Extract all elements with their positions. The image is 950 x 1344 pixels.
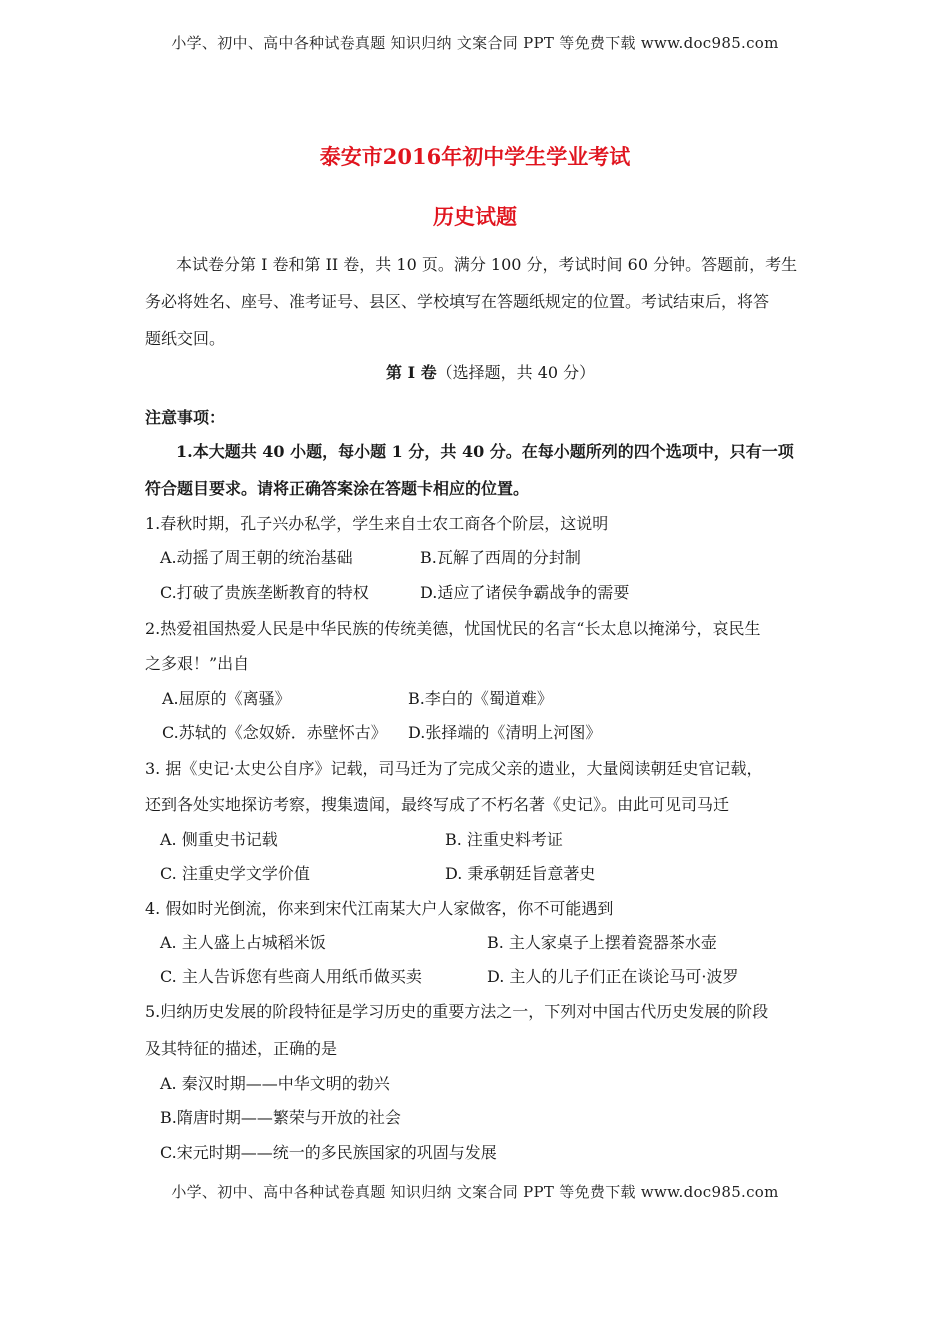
exam-subject: 历史试题 (433, 204, 517, 229)
question-4-option-b: B. 主人家桌子上摆着瓷器茶水壶 (487, 933, 717, 952)
exam-title: 泰安市2016年初中学生学业考试 (319, 144, 631, 169)
question-4-option-a: A. 主人盛上占城稻米饭 (160, 933, 326, 952)
notice-line-2: 符合题目要求。请将正确答案涂在答题卡相应的位置。 (145, 479, 530, 498)
question-1-option-b: B.瓦解了西周的分封制 (420, 548, 581, 567)
question-5-option-c: C.宋元时期——统一的多民族国家的巩固与发展 (160, 1143, 497, 1162)
notice-line-1: 1.本大题共 40 小题，每小题 1 分，共 40 分。在每小题所列的四个选项中，只有一项 (176, 442, 794, 461)
question-3-option-c: C. 注重史学文学价值 (160, 864, 310, 883)
question-5-option-a: A. 秦汉时期——中华文明的勃兴 (160, 1074, 390, 1093)
question-2-option-c: C.苏轼的《念奴娇．赤壁怀古》 (162, 723, 387, 742)
question-3-option-d: D. 秉承朝廷旨意著史 (445, 864, 596, 883)
section-heading-normal: （选择题，共 40 分） (436, 363, 596, 382)
question-1-option-a: A.动摇了周王朝的统治基础 (160, 548, 353, 567)
question-1-option-d: D.适应了诸侯争霸战争的需要 (420, 583, 630, 602)
question-5-option-b: B.隋唐时期——繁荣与开放的社会 (160, 1108, 401, 1127)
section-heading-bold: 第 I 卷 (386, 363, 437, 382)
question-5-stem-2: 及其特征的描述，正确的是 (145, 1039, 338, 1058)
question-2-stem-2: 之多艰！”出自 (145, 654, 250, 673)
page-header: 小学、初中、高中各种试卷真题 知识归纳 文案合同 PPT 等免费下载 www.doc985.com (171, 34, 779, 52)
section-heading (386, 363, 595, 383)
question-1-option-c: C.打破了贵族垄断教育的特权 (160, 583, 369, 602)
question-2-option-a: A.屈原的《离骚》 (162, 689, 291, 708)
question-3-stem-1: 3. 据《史记·太史公自序》记载，司马迁为了完成父亲的遗业，大量阅读朝廷史官记载， (145, 759, 763, 778)
intro-line-1: 本试卷分第 I 卷和第 II 卷，共 10 页。满分 100 分，考试时间 60 分钟。答题前，考生 (176, 255, 798, 274)
question-2-option-d: D.张择端的《清明上河图》 (408, 723, 602, 742)
question-2-option-b: B.李白的《蜀道难》 (408, 689, 553, 708)
question-4-option-d: D. 主人的儿子们正在谈论马可·波罗 (487, 967, 739, 986)
question-5-stem-1: 5.归纳历史发展的阶段特征是学习历史的重要方法之一，下列对中国古代历史发展的阶段 (145, 1002, 769, 1021)
question-4-stem: 4. 假如时光倒流，你来到宋代江南某大户人家做客，你不可能遇到 (145, 899, 614, 918)
question-3-option-b: B. 注重史料考证 (445, 830, 563, 849)
question-1-stem: 1.春秋时期，孔子兴办私学，学生来自士农工商各个阶层，这说明 (145, 514, 609, 533)
question-2-stem-1: 2.热爱祖国热爱人民是中华民族的传统美德，忧国忧民的名言“长太息以掩涕兮，哀民生 (145, 619, 761, 638)
intro-line-3: 题纸交回。 (145, 329, 226, 348)
question-4-option-c: C. 主人告诉您有些商人用纸币做买卖 (160, 967, 422, 986)
notice-title: 注意事项： (145, 408, 226, 427)
page-footer: 小学、初中、高中各种试卷真题 知识归纳 文案合同 PPT 等免费下载 www.doc985.com (171, 1183, 779, 1201)
question-3-option-a: A. 侧重史书记载 (160, 830, 278, 849)
intro-line-2: 务必将姓名、座号、准考证号、县区、学校填写在答题纸规定的位置。考试结束后，将答 (145, 292, 770, 311)
question-3-stem-2: 还到各处实地探访考察，搜集遗闻，最终写成了不朽名著《史记》。由此可见司马迁 (145, 795, 730, 814)
